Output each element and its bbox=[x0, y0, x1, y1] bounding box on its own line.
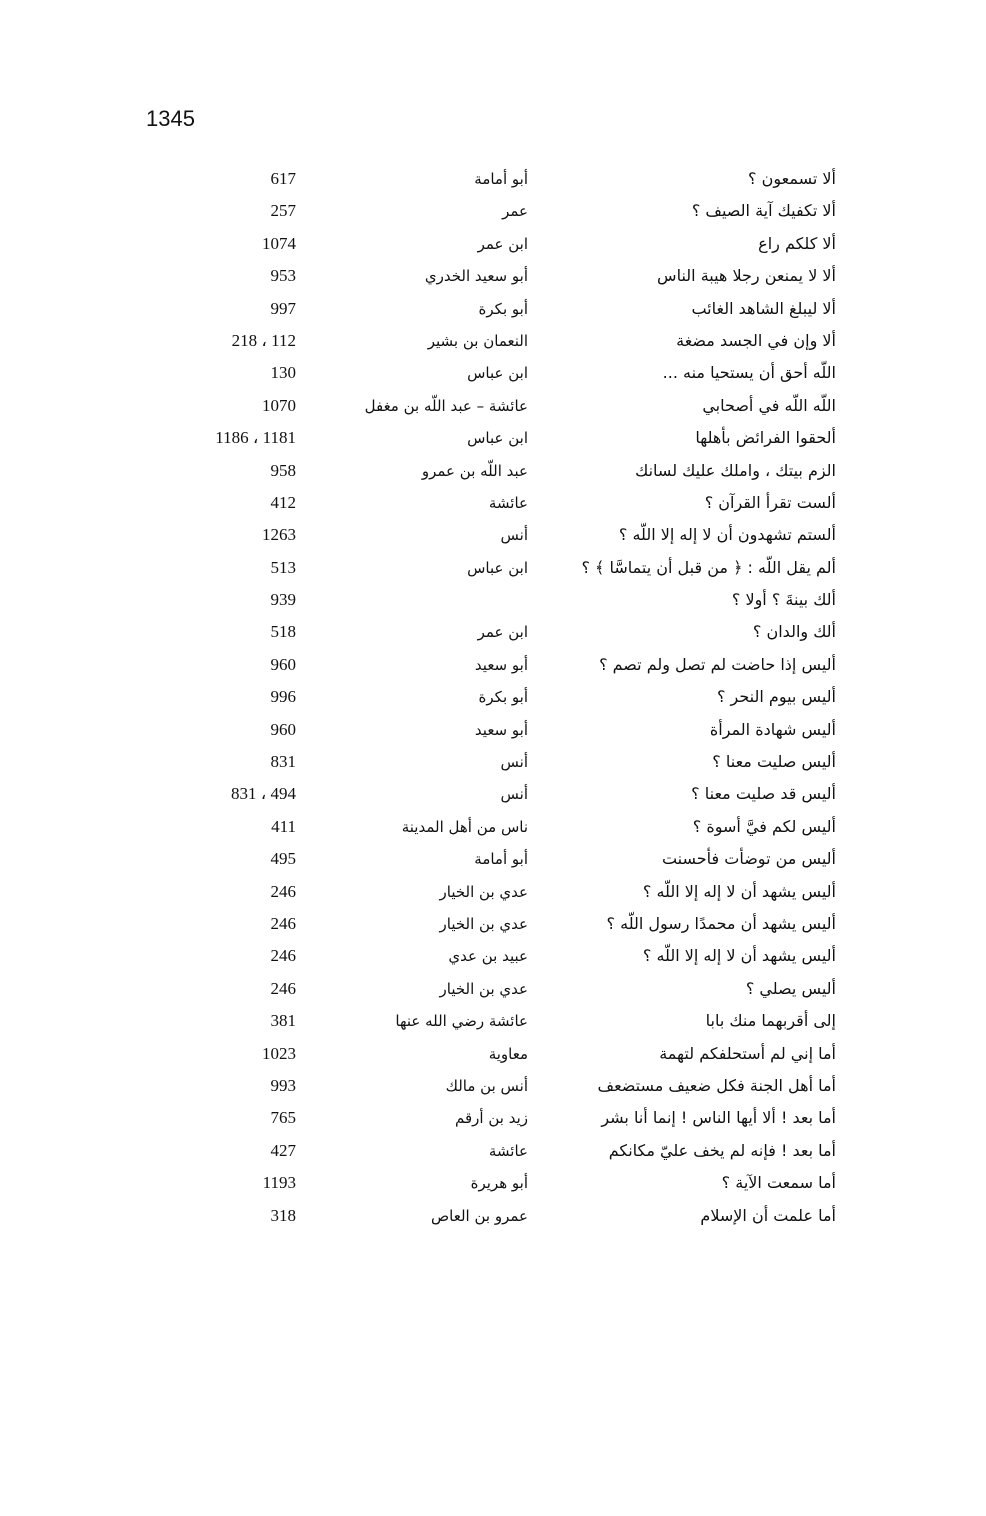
narrator bbox=[313, 584, 528, 616]
page-references: 939 bbox=[270, 590, 296, 610]
hadith-text: أما سمعت الآية ؟ bbox=[721, 1173, 836, 1193]
hadith-text: أليس يشهد أن محمدًا رسول اللّه ؟ bbox=[606, 913, 836, 933]
narrator: عائشة رضي الله عنها bbox=[395, 1012, 528, 1031]
page-references: 960 bbox=[270, 719, 296, 739]
page-references: 518 bbox=[270, 622, 296, 642]
narrator: أبو أمامة bbox=[474, 850, 528, 869]
index-row bbox=[0, 195, 986, 227]
narrator: أبو سعيد الخدري bbox=[424, 267, 528, 286]
page-references: 218 ، 112 bbox=[231, 330, 296, 350]
narrator: زيد بن أرقم bbox=[455, 1109, 528, 1128]
page-references: 953 bbox=[270, 266, 296, 286]
page-references: 130 bbox=[270, 363, 296, 383]
hadith-text: أليس بيوم النحر ؟ bbox=[716, 687, 836, 707]
page-references: 257 bbox=[270, 201, 296, 221]
index-row bbox=[0, 390, 986, 422]
page-references: 1023 bbox=[262, 1043, 296, 1063]
hadith-text: ألا ليبلغ الشاهد الغائب bbox=[691, 298, 836, 318]
hadith-text: اللّه اللّه في أصحابي bbox=[702, 395, 836, 415]
index-row bbox=[0, 325, 986, 357]
page-references: 617 bbox=[270, 169, 296, 188]
page-references: 1263 bbox=[262, 525, 296, 545]
hadith-text: أليس يصلي ؟ bbox=[745, 978, 836, 998]
index-row bbox=[0, 1102, 986, 1134]
index-row bbox=[0, 876, 986, 908]
narrator: عائشة – عبد اللّه بن مغفل bbox=[364, 396, 528, 415]
hadith-text: أليس شهادة المرأة bbox=[709, 719, 836, 739]
hadith-text: أليس لكم فيَّ أسوة ؟ bbox=[692, 816, 836, 836]
index-row bbox=[0, 455, 986, 487]
page-references: 412 bbox=[270, 492, 296, 512]
hadith-text: اللّه أحق أن يستحيا منه ... bbox=[662, 363, 836, 383]
page-references: 495 bbox=[270, 849, 296, 869]
index-row bbox=[0, 1200, 986, 1232]
narrator: ابن عباس bbox=[467, 429, 528, 448]
page-references: 831 ، 494 bbox=[231, 784, 296, 804]
page-references: 1074 bbox=[262, 233, 296, 253]
narrator: ناس من أهل المدينة bbox=[401, 817, 528, 836]
index-row bbox=[0, 519, 986, 551]
index-row bbox=[0, 778, 986, 810]
page-references: 960 bbox=[270, 654, 296, 674]
index-row bbox=[0, 1070, 986, 1102]
hadith-text: الزم بيتك ، واملك عليك لسانك bbox=[635, 460, 836, 480]
index-row bbox=[0, 940, 986, 972]
index-row bbox=[0, 973, 986, 1005]
narrator: معاوية bbox=[488, 1044, 528, 1063]
index-row bbox=[0, 1005, 986, 1037]
narrator: ابن عباس bbox=[467, 558, 528, 577]
narrator: أبو بكرة bbox=[478, 299, 528, 318]
hadith-index-table bbox=[0, 163, 986, 1232]
hadith-text: ألم يقل اللّه : ﴿ من قبل أن يتماسَّا ﴾ ؟ bbox=[581, 557, 836, 577]
narrator: أبو هريرة bbox=[470, 1174, 528, 1193]
hadith-text: ألستم تشهدون أن لا إله إلا اللّه ؟ bbox=[618, 525, 836, 545]
page-references: 427 bbox=[270, 1140, 296, 1160]
hadith-text: أما إني لم أستحلفكم لتهمة bbox=[659, 1043, 836, 1063]
index-row bbox=[0, 811, 986, 843]
hadith-text: أليس يشهد أن لا إله إلا اللّه ؟ bbox=[642, 881, 836, 901]
index-row bbox=[0, 1135, 986, 1167]
hadith-text: أما بعد ! فإنه لم يخف عليّ مكانكم bbox=[608, 1140, 836, 1160]
hadith-text: أما علمت أن الإسلام bbox=[700, 1205, 836, 1225]
narrator: أبو سعيد bbox=[474, 720, 528, 739]
page-references: 411 bbox=[271, 816, 296, 836]
page-references: 246 bbox=[270, 946, 296, 966]
narrator: أبو سعيد bbox=[474, 655, 528, 674]
index-row bbox=[0, 746, 986, 778]
index-row bbox=[0, 714, 986, 746]
narrator: أنس bbox=[500, 785, 528, 804]
narrator: ابن عمر bbox=[477, 623, 528, 642]
index-row bbox=[0, 908, 986, 940]
hadith-text: أما بعد ! ألا أيها الناس ! إنما أنا بشر bbox=[601, 1108, 836, 1128]
narrator: أبو بكرة bbox=[478, 688, 528, 707]
hadith-text: أليس من توضأت فأحسنت bbox=[661, 849, 836, 869]
hadith-text: ألا وإن في الجسد مضغة bbox=[676, 330, 836, 350]
hadith-text: ألست تقرأ القرآن ؟ bbox=[704, 492, 836, 512]
page-references: 996 bbox=[270, 687, 296, 707]
index-row bbox=[0, 681, 986, 713]
page-references: 381 bbox=[270, 1011, 296, 1031]
narrator: ابن عباس bbox=[467, 364, 528, 383]
index-row bbox=[0, 487, 986, 519]
index-row bbox=[0, 1167, 986, 1199]
index-row bbox=[0, 228, 986, 260]
page-references: 246 bbox=[270, 978, 296, 998]
index-row bbox=[0, 1038, 986, 1070]
hadith-text: أليس إذا حاضت لم تصل ولم تصم ؟ bbox=[599, 654, 836, 674]
narrator: عدي بن الخيار bbox=[439, 882, 528, 901]
page-references: 318 bbox=[270, 1205, 296, 1225]
narrator: عمر bbox=[502, 202, 528, 221]
narrator: أنس bbox=[500, 753, 528, 772]
hadith-text: ألا تكفيك آية الصيف ؟ bbox=[691, 201, 836, 221]
narrator: عدي بن الخيار bbox=[439, 979, 528, 998]
page-references: 997 bbox=[270, 298, 296, 318]
hadith-text: ألك بينةَ ؟ أولا ؟ bbox=[731, 590, 836, 610]
index-row bbox=[0, 649, 986, 681]
page-references: 513 bbox=[270, 557, 296, 577]
index-row bbox=[0, 843, 986, 875]
hadith-text: أليس صليت معنا ؟ bbox=[712, 752, 836, 772]
page-references: 765 bbox=[270, 1108, 296, 1128]
hadith-text: ألا كلكم راع bbox=[758, 233, 836, 253]
index-row bbox=[0, 163, 986, 195]
narrator: أبو أمامة bbox=[474, 170, 528, 188]
index-row bbox=[0, 422, 986, 454]
page-references: 831 bbox=[270, 752, 296, 772]
page-references: 1193 bbox=[262, 1173, 296, 1193]
page-references: 1070 bbox=[262, 395, 296, 415]
hadith-text: ألحقوا الفرائض بأهلها bbox=[695, 428, 836, 448]
page-references: 993 bbox=[270, 1075, 296, 1095]
narrator: النعمان بن بشير bbox=[427, 331, 528, 350]
index-row bbox=[0, 260, 986, 292]
index-row bbox=[0, 616, 986, 648]
narrator: أنس bbox=[500, 526, 528, 545]
hadith-text: ألك والدان ؟ bbox=[752, 622, 836, 642]
narrator: ابن عمر bbox=[477, 234, 528, 253]
page-references: 246 bbox=[270, 913, 296, 933]
narrator: عائشة bbox=[488, 493, 528, 512]
index-row bbox=[0, 357, 986, 389]
narrator: عبيد بن عدي bbox=[448, 947, 528, 966]
hadith-text: إلى أقربهما منك بابا bbox=[705, 1011, 836, 1031]
index-row bbox=[0, 584, 986, 616]
hadith-text: أليس يشهد أن لا إله إلا اللّه ؟ bbox=[642, 946, 836, 966]
narrator: عدي بن الخيار bbox=[439, 914, 528, 933]
narrator: أنس بن مالك bbox=[445, 1076, 528, 1095]
hadith-text: ألا لا يمنعن رجلا هيبة الناس bbox=[657, 266, 836, 286]
narrator: عمرو بن العاص bbox=[431, 1206, 528, 1225]
narrator: عبد اللّه بن عمرو bbox=[421, 461, 528, 480]
index-row bbox=[0, 552, 986, 584]
index-row bbox=[0, 293, 986, 325]
narrator: عائشة bbox=[488, 1141, 528, 1160]
hadith-text: ألا تسمعون ؟ bbox=[748, 169, 836, 188]
hadith-text: أليس قد صليت معنا ؟ bbox=[691, 784, 836, 804]
page-references: 246 bbox=[270, 881, 296, 901]
hadith-text: أما أهل الجنة فكل ضعيف مستضعف bbox=[597, 1075, 836, 1095]
page-number: 1345 bbox=[146, 106, 195, 131]
page-references: 1186 ، 1181 bbox=[215, 428, 296, 448]
page-references: 958 bbox=[270, 460, 296, 480]
